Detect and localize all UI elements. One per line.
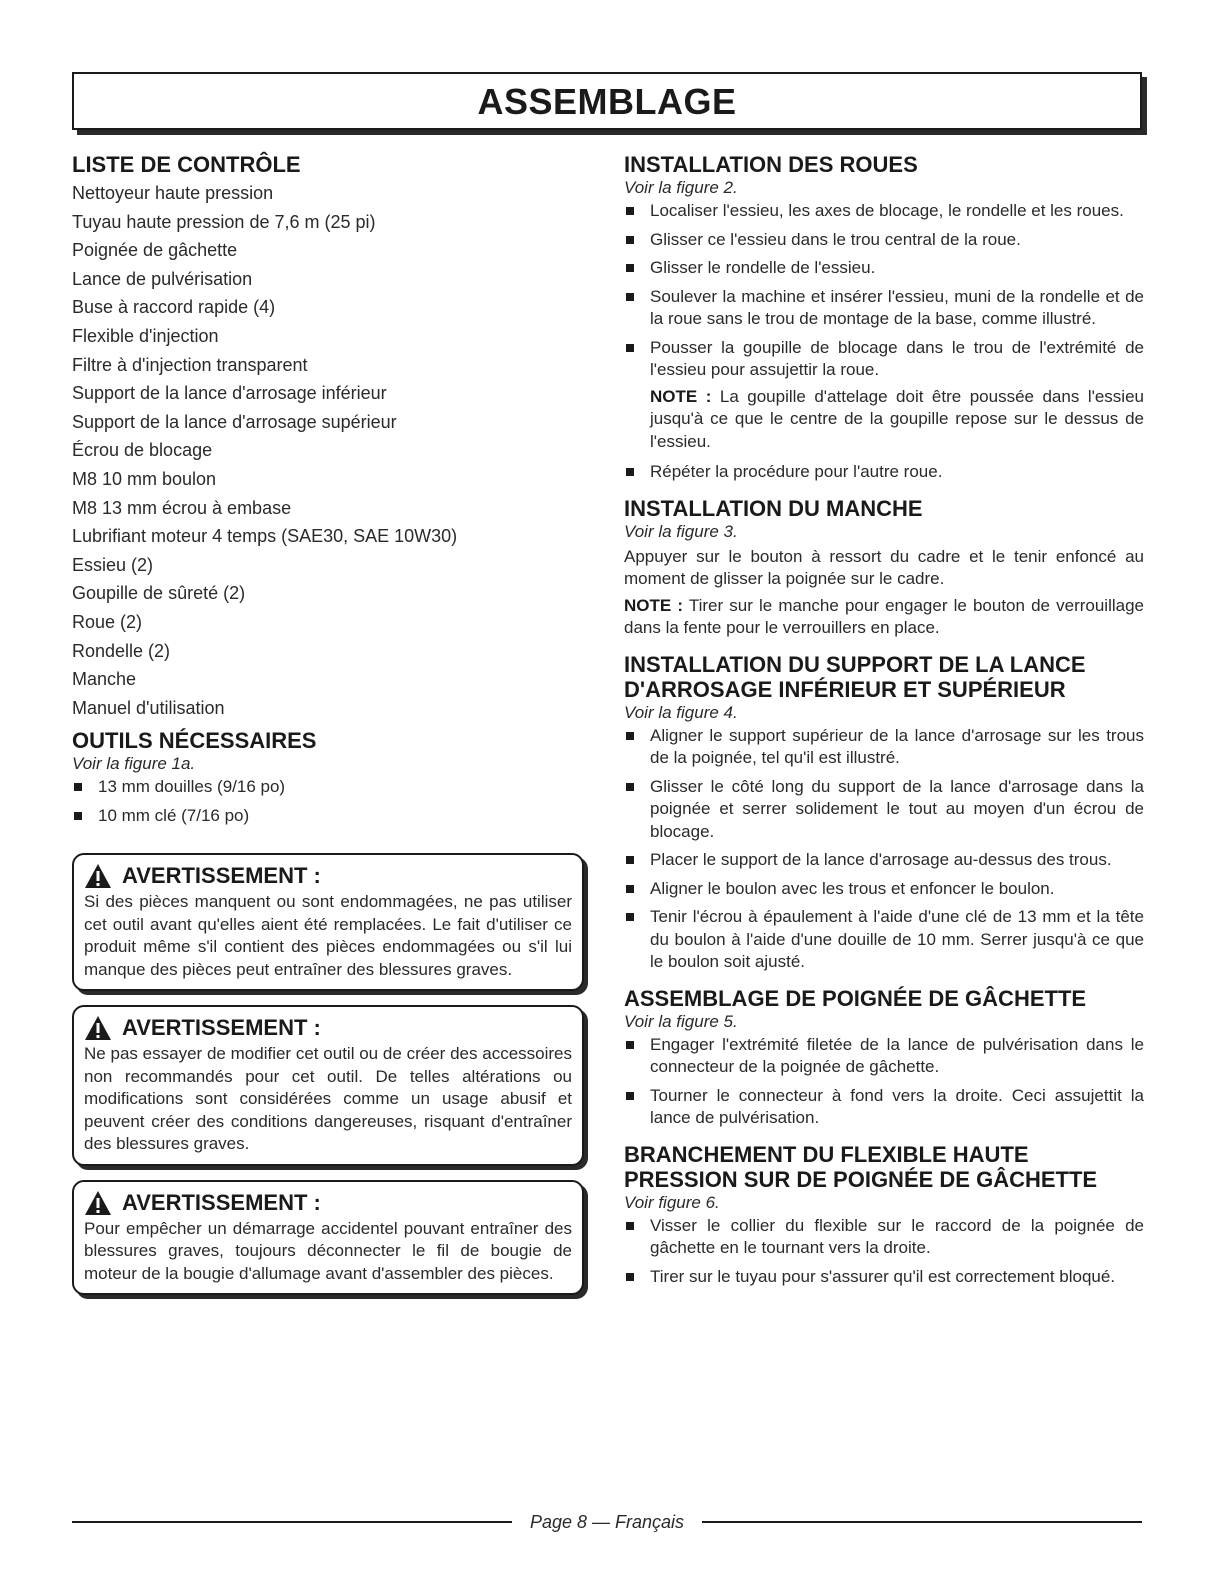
trigger-title: ASSEMBLAGE DE POIGNÉE DE GÂCHETTE [624, 985, 1087, 1011]
support-step: Placer le support de la lance d'arrosage au-dessus des trous. [624, 849, 1144, 872]
checklist-item: Roue (2) [72, 611, 143, 632]
support-title: INSTALLATION DU SUPPORT DE LA LANCE D'ARROSAGE INFÉRIEUR ET SUPÉRIEUR [624, 651, 1086, 702]
bullet-square-icon [74, 812, 82, 820]
page-header [72, 72, 1142, 130]
checklist-item: Rondelle (2) [72, 640, 171, 661]
bullet-square-icon [626, 344, 634, 352]
page-footer [72, 1508, 1142, 1536]
bullet-square-icon [74, 783, 82, 791]
warning-text: Si des pièces manquent ou sont endommagées, ne pas utiliser cet outil avant qu'elles aient été remplacées. Le fait d'utiliser ce produit même s'il contient des pièces endommagées ou s'il lui manque des pièces peut entraîner des blessures graves. [84, 892, 572, 979]
hose-steps [624, 1215, 1144, 1289]
hose-step: Visser le collier du flexible sur le raccord de la poignée de gâchette en le tournant vers la droite. [624, 1215, 1144, 1260]
note-label: NOTE : [624, 595, 684, 615]
bullet-square-icon [626, 732, 634, 740]
checklist-item: Manche [72, 669, 137, 690]
checklist-item: Support de la lance d'arrosage supérieur [72, 411, 397, 432]
checklist-item: Flexible d'injection [72, 325, 219, 346]
bullet-square-icon [626, 1092, 634, 1100]
bullet-square-icon [626, 1222, 634, 1230]
warning-triangle-icon [84, 1190, 112, 1216]
support-step: Glisser le côté long du support de la lance d'arrosage dans la poignée et serrer solidement le tout au moyen d'un écrou de blocage. [624, 776, 1144, 844]
warning-title: AVERTISSEMENT : [122, 863, 321, 889]
bullet-square-icon [626, 236, 634, 244]
wheels-steps-last [624, 461, 1144, 484]
trigger-steps [624, 1034, 1144, 1130]
wheels-step: Soulever la machine et insérer l'essieu, muni de la rondelle et de la roue sans le trou de montage de la base, comme illustré. [624, 286, 1144, 331]
note-text: La goupille d'attelage doit être poussée dans l'essieu jusqu'à ce que le centre de la goupille repose sur le dessus de l'essieu. [650, 386, 1144, 451]
trigger-figure-ref: Voir la figure 5. [624, 1011, 738, 1031]
bullet-square-icon [626, 913, 634, 921]
checklist-item: M8 10 mm boulon [72, 468, 217, 489]
warning-box-3 [72, 1180, 584, 1296]
bullet-square-icon [626, 1273, 634, 1281]
tools-title: OUTILS NÉCESSAIRES [72, 728, 317, 754]
warning-triangle-icon [84, 863, 112, 889]
checklist-item: Goupille de sûreté (2) [72, 583, 246, 604]
left-column [72, 152, 584, 1309]
trigger-step: Engager l'extrémité filetée de la lance de pulvérisation dans le connecteur de la poignée de gâchette. [624, 1034, 1144, 1079]
wheels-step: Localiser l'essieu, les axes de blocage, le rondelle et les roues. [624, 200, 1144, 223]
wheels-step: Glisser le rondelle de l'essieu. [624, 257, 1144, 280]
handle-figure-ref: Voir la figure 3. [624, 521, 738, 541]
checklist-title: LISTE DE CONTRÔLE [72, 152, 301, 177]
warning-triangle-icon [84, 1015, 112, 1041]
tools-list [72, 776, 584, 827]
checklist-item: Tuyau haute pression de 7,6 m (25 pi) [72, 211, 376, 232]
warning-title: AVERTISSEMENT : [122, 1015, 321, 1041]
checklist-item: Lance de pulvérisation [72, 268, 253, 289]
tools-item: 10 mm clé (7/16 po) [72, 805, 584, 828]
footer-rule-right [702, 1521, 1142, 1523]
warning-box-2 [72, 1005, 584, 1166]
support-figure-ref: Voir la figure 4. [624, 702, 738, 722]
wheels-title: INSTALLATION DES ROUES [624, 152, 918, 177]
support-step: Aligner le boulon avec les trous et enfoncer le boulon. [624, 878, 1144, 901]
support-step: Aligner le support supérieur de la lance d'arrosage sur les trous de la poignée, tel qu'il est illustré. [624, 725, 1144, 770]
page-number: Page 8 — Français [529, 1511, 685, 1532]
hose-figure-ref: Voir figure 6. [624, 1192, 720, 1212]
hose-step: Tirer sur le tuyau pour s'assurer qu'il est correctement bloqué. [624, 1266, 1144, 1289]
bullet-square-icon [626, 856, 634, 864]
handle-instructions: Appuyer sur le bouton à ressort du cadre et le tenir enfoncé au moment de glisser la poignée sur le cadre. [624, 546, 1144, 588]
wheels-figure-ref: Voir la figure 2. [624, 178, 738, 197]
wheels-step: Pousser la goupille de blocage dans le trou de l'extrémité de l'essieu pour assujettir la roue. [624, 337, 1144, 382]
checklist-item: Support de la lance d'arrosage inférieur [72, 383, 387, 404]
warning-text: Ne pas essayer de modifier cet outil ou de créer des accessoires non recommandés pour cet outil. De telles altérations ou modifications sont considérées comme un usage abusif et peuvent créer des conditions dangereuses, risquant d'entraîner des blessures graves. [84, 1044, 572, 1154]
wheels-steps [624, 200, 1144, 382]
warning-title: AVERTISSEMENT : [122, 1189, 321, 1215]
bullet-square-icon [626, 293, 634, 301]
bullet-square-icon [626, 783, 634, 791]
wheels-step: Répéter la procédure pour l'autre roue. [624, 461, 1144, 484]
checklist [72, 179, 584, 722]
support-step: Tenir l'écrou à épaulement à l'aide d'une clé de 13 mm et la tête du boulon à l'aide d'une douille de 10 mm. Serrer jusqu'à ce que le boulon soit ajusté. [624, 906, 1144, 974]
checklist-item: Nettoyeur haute pression [72, 183, 274, 203]
bullet-square-icon [626, 1041, 634, 1049]
page-title: ASSEMBLAGE [477, 81, 737, 122]
checklist-item: Filtre à d'injection transparent [72, 354, 308, 375]
footer-rule-left [72, 1521, 512, 1523]
hose-title: BRANCHEMENT DU FLEXIBLE HAUTE PRESSION SUR DE POIGNÉE DE GÂCHETTE [624, 1141, 1098, 1192]
checklist-item: Essieu (2) [72, 554, 154, 575]
checklist-item: Poignée de gâchette [72, 240, 238, 261]
checklist-item: Manuel d'utilisation [72, 697, 225, 718]
bullet-square-icon [626, 885, 634, 893]
checklist-item: Buse à raccord rapide (4) [72, 297, 276, 318]
wheels-step: Glisser ce l'essieu dans le trou central de la roue. [624, 229, 1144, 252]
bullet-square-icon [626, 468, 634, 476]
note-label: NOTE : [650, 386, 712, 406]
warning-text: Pour empêcher un démarrage accidentel pouvant entraîner des blessures graves, toujours déconnecter le fil de bougie de moteur de la bougie d'allumage avant d'assembler des pièces. [84, 1218, 572, 1283]
note-text: Tirer sur le manche pour engager le bouton de verrouillage dans la fente pour le verrouillers en place. [624, 595, 1144, 637]
warning-box-1 [72, 853, 584, 991]
support-steps [624, 725, 1144, 974]
bullet-square-icon [626, 264, 634, 272]
right-column [624, 152, 1144, 1296]
trigger-step: Tourner le connecteur à fond vers la droite. Ceci assujettit la lance de pulvérisation. [624, 1085, 1144, 1130]
checklist-item: M8 13 mm écrou à embase [72, 497, 292, 518]
checklist-item: Écrou de blocage [72, 440, 213, 461]
wheels-note [624, 386, 1144, 454]
tools-item: 13 mm douilles (9/16 po) [72, 776, 584, 799]
handle-note [624, 595, 1144, 640]
handle-title: INSTALLATION DU MANCHE [624, 495, 923, 521]
tools-figure-ref: Voir la figure 1a. [72, 754, 196, 774]
bullet-square-icon [626, 207, 634, 215]
checklist-item: Lubrifiant moteur 4 temps (SAE30, SAE 10W30) [72, 526, 458, 547]
